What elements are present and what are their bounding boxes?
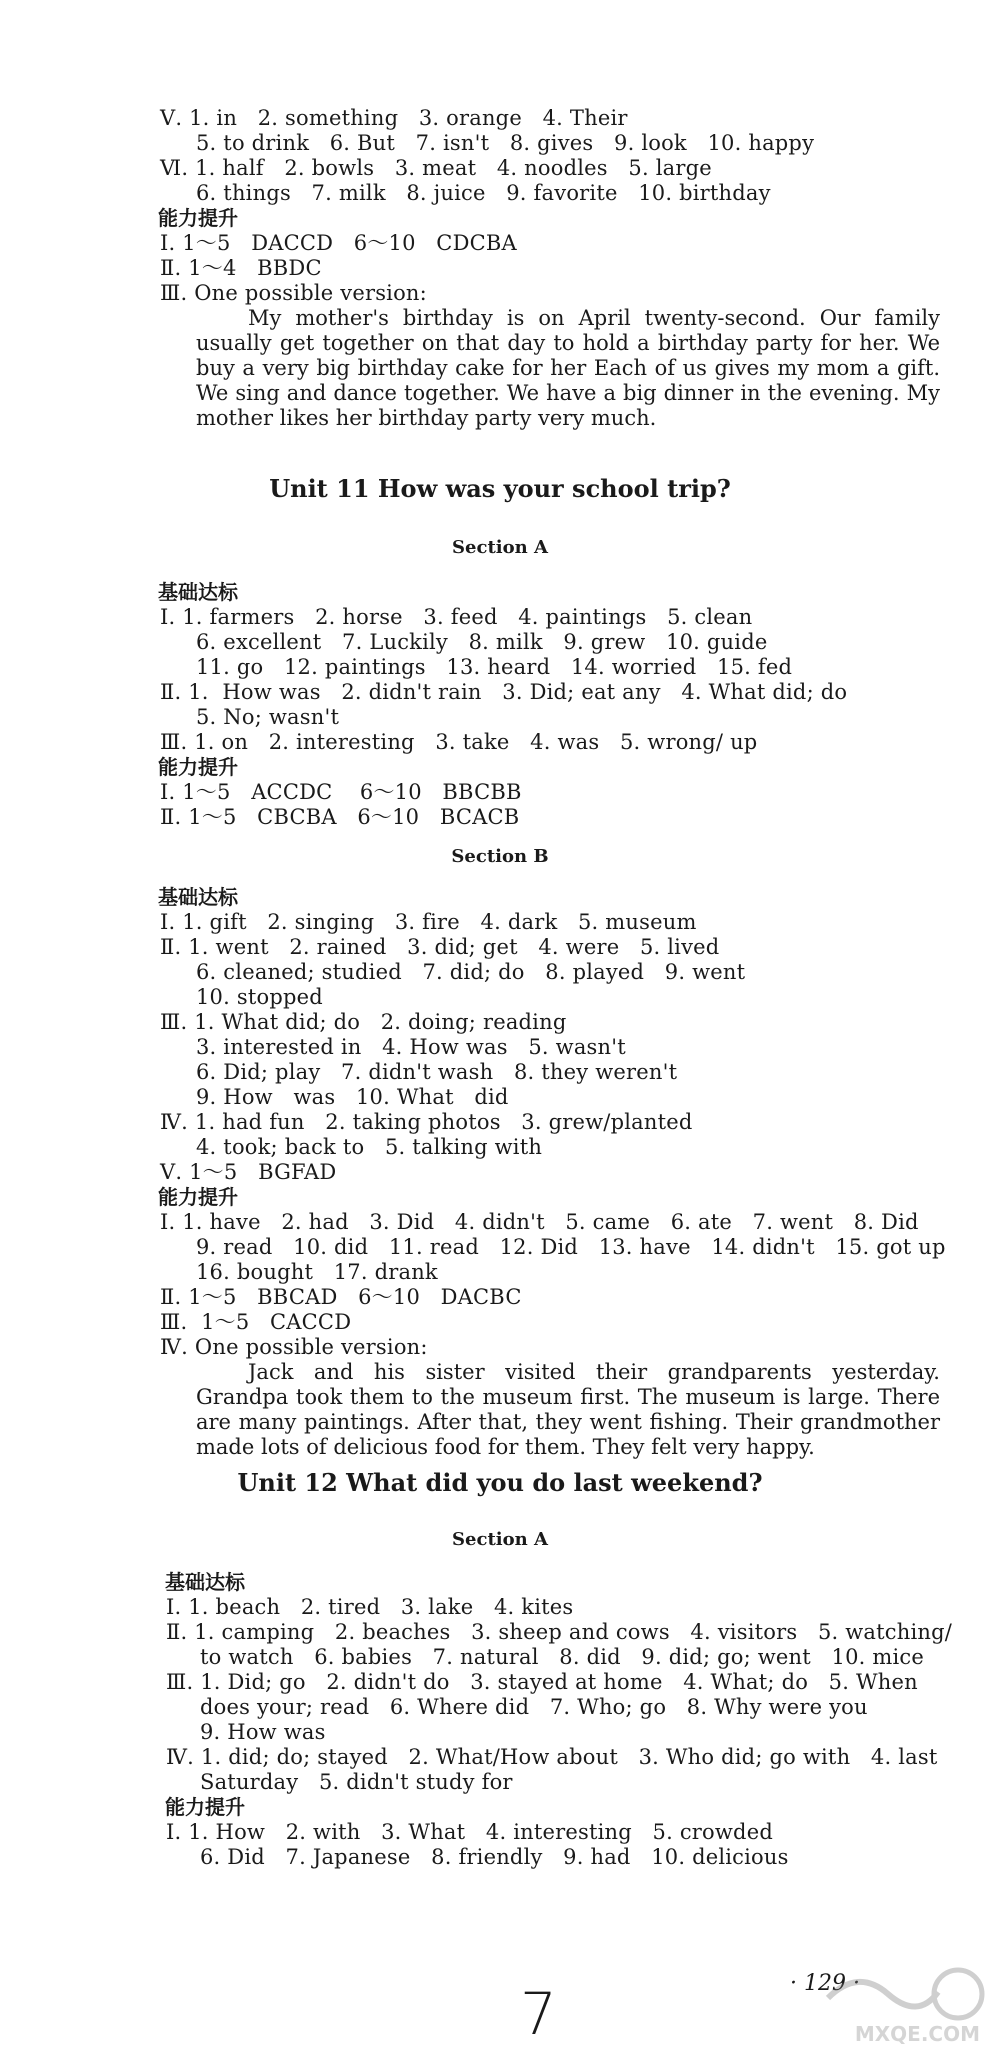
answer-line: does your; read 6. Where did 7. Who; go 8. Why were you (200, 1695, 868, 1719)
answer-line: Ⅰ. 1. have 2. had 3. Did 4. didn't 5. came 6. ate 7. went 8. Did (160, 1210, 919, 1234)
answer-line: Ⅳ. 1. had fun 2. taking photos 3. grew/planted (160, 1110, 693, 1134)
answer-line: 5. No; wasn't (196, 705, 340, 729)
section-title: Section A (452, 1529, 548, 1550)
answer-line: Ⅲ. One possible version: (160, 281, 427, 305)
answer-line: 3. interested in 4. How was 5. wasn't (196, 1035, 626, 1059)
answer-line: 6. excellent 7. Luckily 8. milk 9. grew 10. guide (196, 630, 768, 654)
unit-title: Unit 11 How was your school trip? (269, 474, 731, 503)
section-heading-basic: 基础达标 (165, 1570, 245, 1594)
answer-line: 10. stopped (196, 985, 323, 1009)
answer-line: 9. read 10. did 11. read 12. Did 13. have 14. didn't 15. got up (196, 1235, 946, 1259)
answer-line: Ⅴ. 1. in 2. something 3. orange 4. Their (160, 106, 628, 130)
section-title: Section A (452, 537, 548, 558)
section-heading-basic: 基础达标 (158, 580, 238, 604)
answer-line: Ⅰ. 1. gift 2. singing 3. fire 4. dark 5. museum (160, 910, 697, 934)
section-heading-ability: 能力提升 (158, 206, 238, 230)
answer-line: Saturday 5. didn't study for (200, 1770, 513, 1794)
answer-line: Ⅳ. 1. did; do; stayed 2. What/How about 3. Who did; go with 4. last (166, 1745, 938, 1769)
answer-line: 9. How was 10. What did (196, 1085, 509, 1109)
answer-line: Ⅱ. 1. How was 2. didn't rain 3. Did; eat any 4. What did; do (160, 680, 848, 704)
sample-essay: Jack and his sister visited their grandparents yesterday. Grandpa took them to the museum first. The museum is large. There are many paintings. After that, they went fishing. Their grandmother made lots of delicious food for them. They felt very happy. (196, 1360, 940, 1459)
answer-line: Ⅲ. 1. Did; go 2. didn't do 3. stayed at home 4. What; do 5. When (166, 1670, 918, 1694)
section-heading-ability: 能力提升 (158, 1185, 238, 1209)
answer-line: 6. cleaned; studied 7. did; do 8. played 9. went (196, 960, 746, 984)
answer-line: Ⅲ. 1～5 CACCD (160, 1310, 352, 1334)
answer-line: 6. Did; play 7. didn't wash 8. they weren't (196, 1060, 678, 1084)
answer-line: Ⅰ. 1. How 2. with 3. What 4. interesting 5. crowded (166, 1820, 773, 1844)
section-heading-ability: 能力提升 (158, 755, 238, 779)
answer-line: 5. to drink 6. But 7. isn't 8. gives 9. look 10. happy (196, 131, 815, 155)
handwritten-mark: 7 (520, 1980, 557, 2048)
unit-title: Unit 12 What did you do last weekend? (237, 1468, 763, 1497)
answer-line: 6. Did 7. Japanese 8. friendly 9. had 10. delicious (200, 1845, 789, 1869)
answer-line: 16. bought 17. drank (196, 1260, 438, 1284)
answer-line: Ⅵ. 1. half 2. bowls 3. meat 4. noodles 5. large (160, 156, 712, 180)
answer-line: 4. took; back to 5. talking with (196, 1135, 543, 1159)
answer-line: Ⅰ. 1～5 ACCDC 6～10 BBCBB (160, 780, 522, 804)
answer-line: Ⅳ. One possible version: (160, 1335, 428, 1359)
answer-line: Ⅱ. 1～5 CBCBA 6～10 BCACB (160, 805, 520, 829)
answer-line: Ⅰ. 1. farmers 2. horse 3. feed 4. paintings 5. clean (160, 605, 753, 629)
answer-line: Ⅴ. 1～5 BGFAD (160, 1160, 337, 1184)
answer-line: Ⅱ. 1～4 BBDC (160, 256, 322, 280)
section-title: Section B (451, 846, 549, 867)
answer-line: Ⅰ. 1. beach 2. tired 3. lake 4. kites (166, 1595, 574, 1619)
answer-line: Ⅲ. 1. What did; do 2. doing; reading (160, 1010, 567, 1034)
answer-line: Ⅰ. 1～5 DACCD 6～10 CDCBA (160, 231, 517, 255)
sample-essay: My mother's birthday is on April twenty-second. Our family usually get together on that day to hold a birthday party for her. We buy a very big birthday cake for her Each of us gives my mom a gift. We sing and dance together. We have a big dinner in the evening. My mother likes her birthday party very much. (196, 306, 940, 430)
answer-line: 11. go 12. paintings 13. heard 14. worried 15. fed (196, 655, 793, 679)
answer-line: to watch 6. babies 7. natural 8. did 9. did; go; went 10. mice (200, 1645, 925, 1669)
answer-line: Ⅱ. 1～5 BBCAD 6～10 DACBC (160, 1285, 522, 1309)
answer-line: Ⅱ. 1. camping 2. beaches 3. sheep and cows 4. visitors 5. watching/ (166, 1620, 953, 1644)
answer-line: Ⅱ. 1. went 2. rained 3. did; get 4. were 5. lived (160, 935, 720, 959)
answer-line: 6. things 7. milk 8. juice 9. favorite 10. birthday (196, 181, 771, 205)
watermark-text: MXQE.COM (854, 2022, 980, 2046)
section-heading-basic: 基础达标 (158, 885, 238, 909)
section-heading-ability: 能力提升 (165, 1795, 245, 1819)
answer-line: 9. How was (200, 1720, 326, 1744)
page-number: · 129 · (790, 1971, 860, 1996)
answer-line: Ⅲ. 1. on 2. interesting 3. take 4. was 5. wrong/ up (160, 730, 758, 754)
watermark-logo (818, 1958, 990, 2050)
